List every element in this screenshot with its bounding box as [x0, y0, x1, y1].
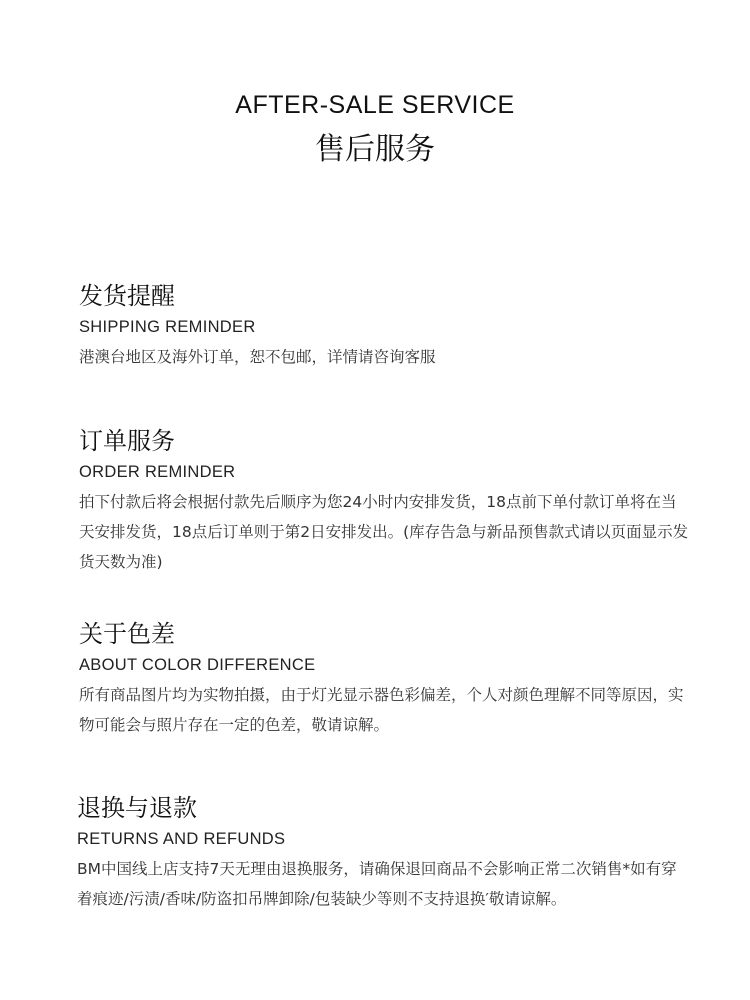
- color-difference-section: [79, 618, 689, 740]
- shipping-reminder-section: [79, 280, 689, 372]
- section-title: 订单服务: [79, 427, 175, 455]
- section-title: 发货提醒: [79, 282, 175, 310]
- page-title-english: AFTER-SALE SERVICE: [235, 91, 515, 119]
- section-title: 关于色差: [79, 620, 175, 648]
- page-header: [0, 88, 750, 170]
- section-subtitle: SHIPPING REMINDER: [79, 318, 256, 336]
- section-body: 所有商品图片均为实物拍摄，由于灯光显示器色彩偏差，个人对颜色理解不同等原因，实物可能会与照片存在一定的色差，敬请谅解。: [79, 686, 684, 734]
- section-body: 港澳台地区及海外订单，恕不包邮，详情请咨询客服: [79, 348, 436, 366]
- section-title: 退换与退款: [77, 794, 197, 822]
- returns-refunds-section: [77, 792, 687, 914]
- page-title-chinese: 售后服务: [315, 132, 435, 167]
- section-subtitle: ABOUT COLOR DIFFERENCE: [79, 656, 316, 674]
- section-body: BM中国线上店支持7天无理由退换服务，请确保退回商品不会影响正常二次销售*如有穿着痕迹/污渍/香味/防盗扣吊牌卸除/包装缺少等则不支持退换′敬请谅解。: [77, 860, 677, 908]
- order-reminder-section: [79, 425, 689, 577]
- section-subtitle: RETURNS AND REFUNDS: [77, 830, 286, 848]
- section-body: 拍下付款后将会根据付款先后顺序为您24小时内安排发货，18点前下单付款订单将在当天安排发货，18点后订单则于第2日安排发出。(库存告急与新品预售款式请以页面显示发货天数为准): [79, 493, 689, 571]
- section-subtitle: ORDER REMINDER: [79, 463, 236, 481]
